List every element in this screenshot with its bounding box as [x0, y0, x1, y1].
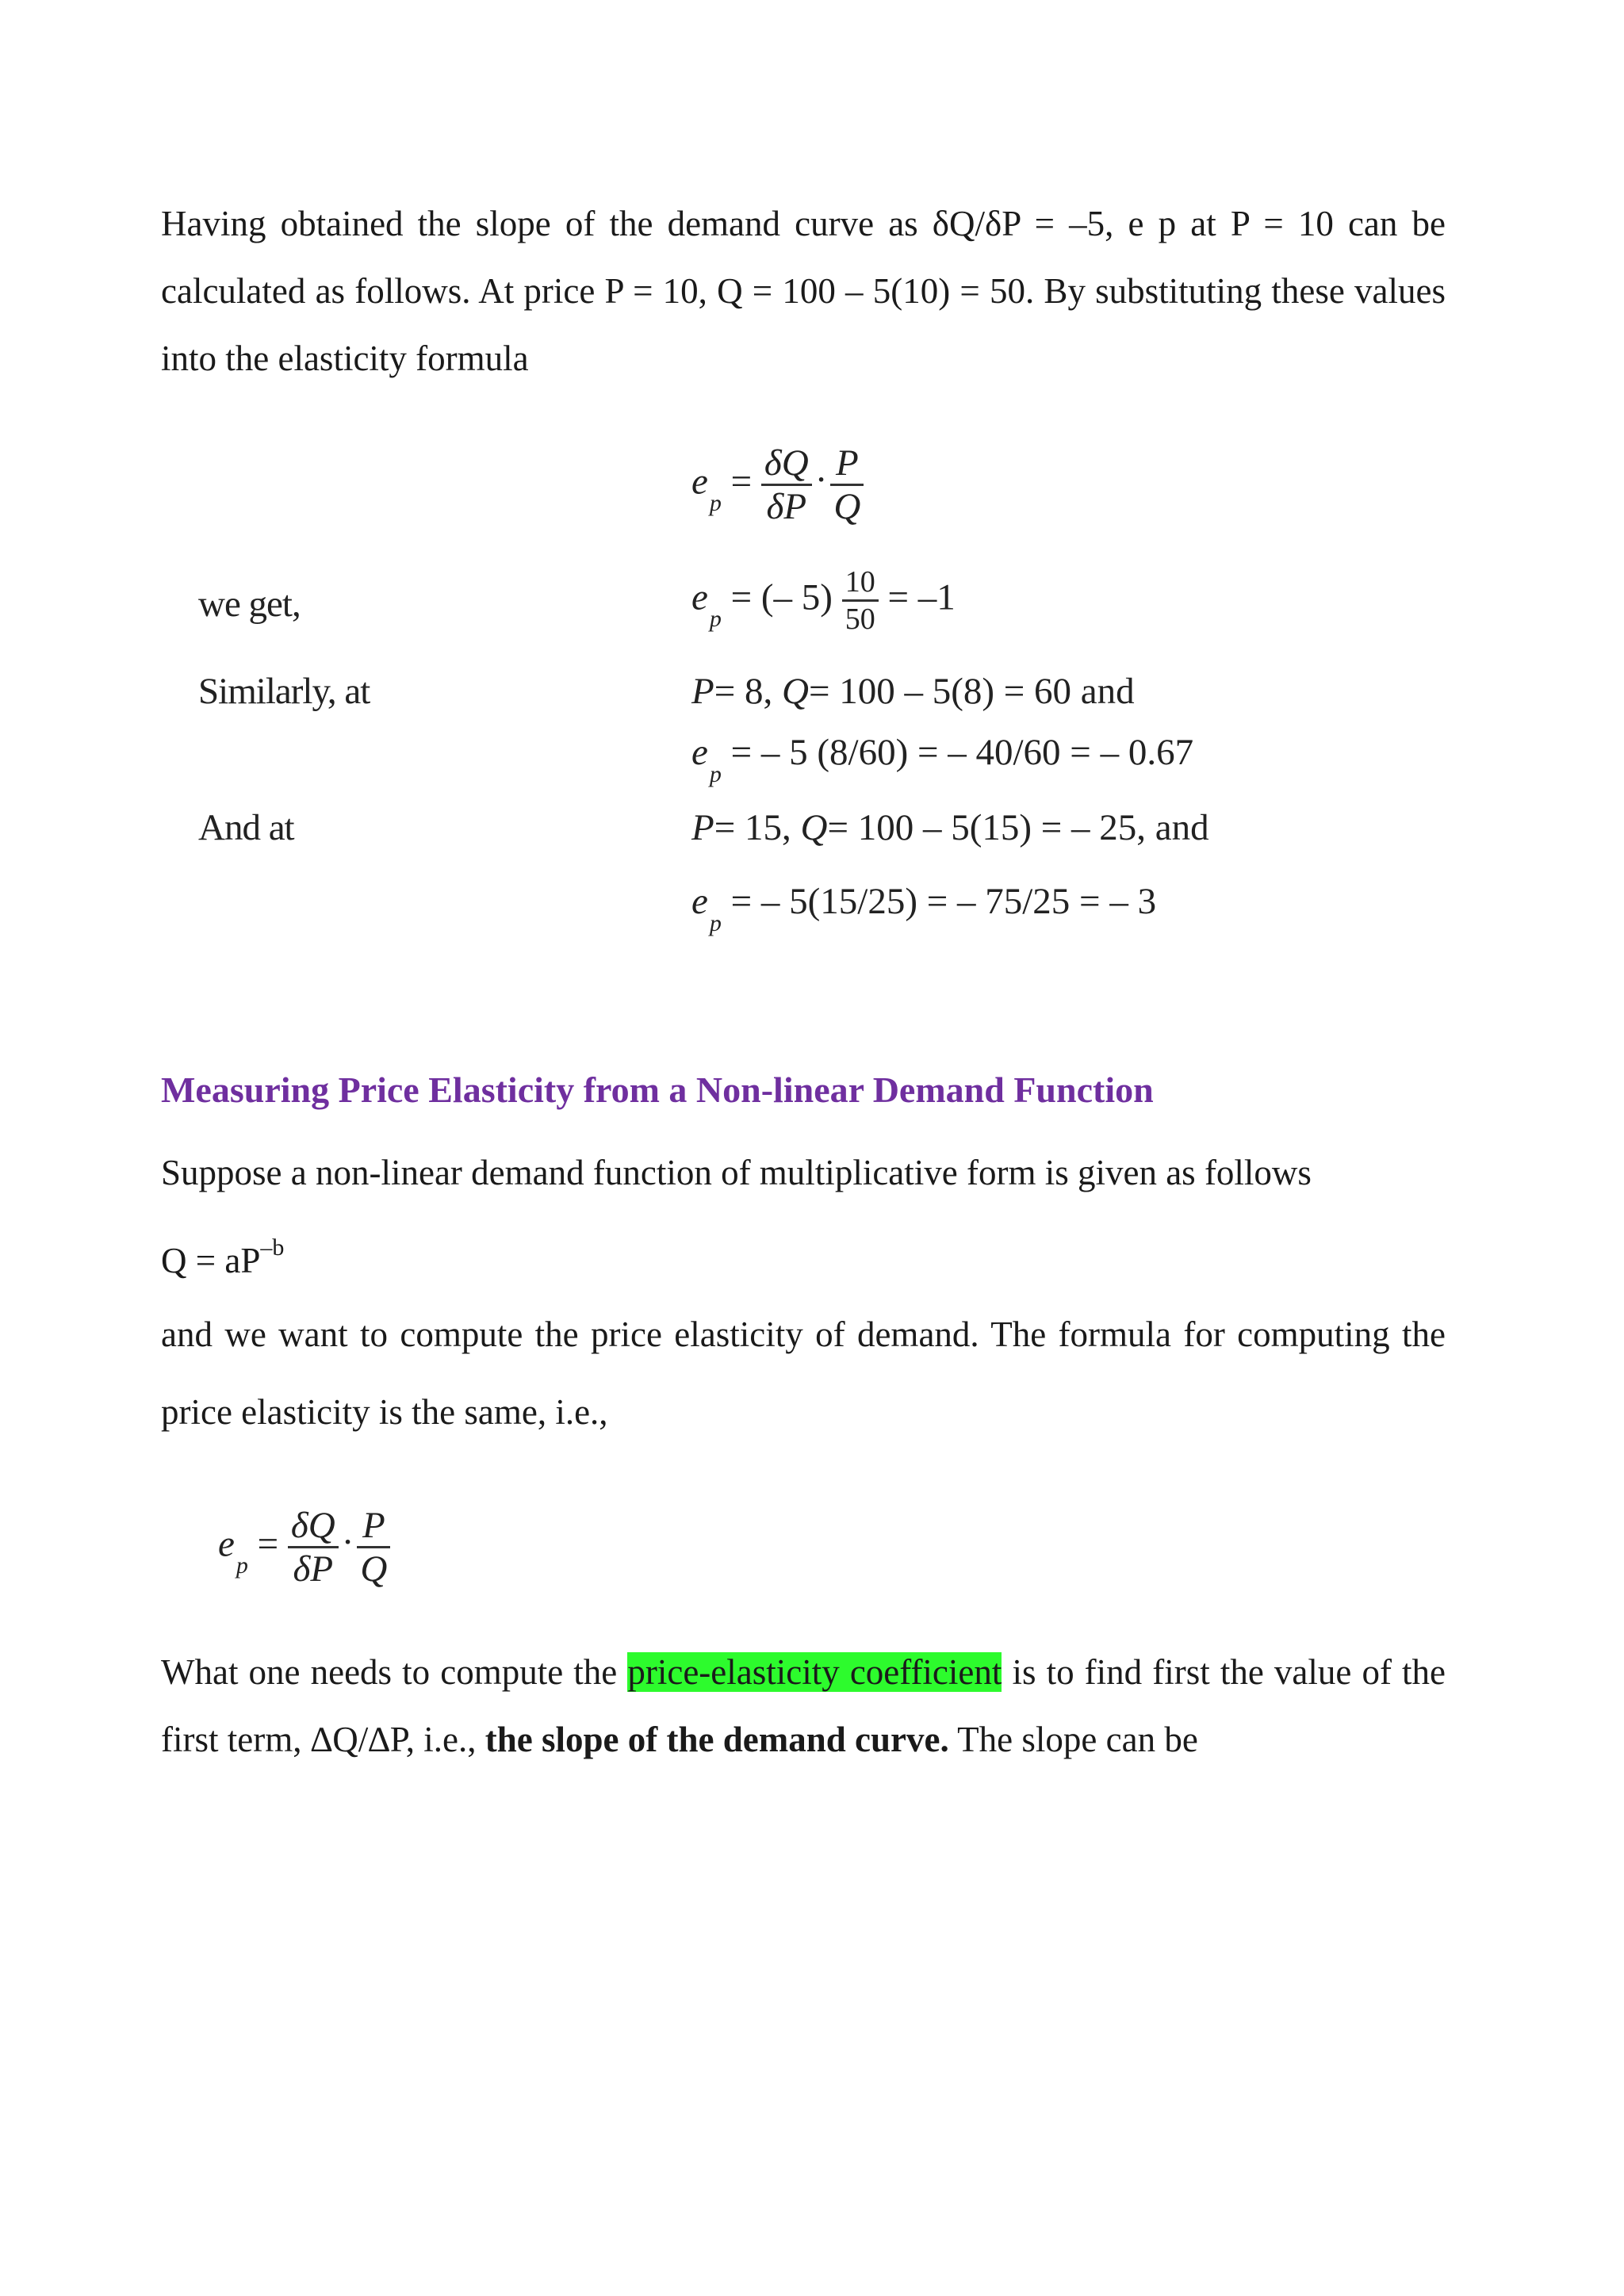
eq-part: = (– 5): [730, 576, 833, 618]
eq-part: = 15,: [714, 807, 801, 848]
eq-part: = –1: [887, 576, 956, 618]
text-segment: The slope can be: [948, 1720, 1198, 1759]
text-segment: What one needs to compute the: [161, 1652, 628, 1692]
formula-eq: =: [257, 1523, 279, 1565]
formula-lhs: e: [218, 1523, 235, 1565]
equation-similarly-line1: [691, 670, 1135, 713]
eq-part: = – 5(15/25) = – 75/25 = – 3: [730, 881, 1157, 922]
eq-lhs: e: [691, 576, 708, 618]
formula-lhs: e: [691, 461, 708, 503]
eq-sub: p: [709, 606, 722, 633]
eq-part: = 100 – 5(15) = – 25, and: [827, 807, 1209, 848]
formula-sub: p: [236, 1552, 248, 1579]
slope-paragraph: [161, 1639, 1446, 1774]
fraction-p-q: [830, 442, 864, 527]
fraction-dq-dp: [761, 442, 812, 527]
frac-num: δQ: [288, 1505, 339, 1548]
frac-num: P: [357, 1505, 390, 1548]
elasticity-formula-1: $e_p$ = $\frac{\delta Q}{\delta P}$ · $\frac{P}{Q}$: [691, 442, 864, 527]
equation-similarly-line2: [691, 731, 1194, 787]
eq-lhs: e: [691, 732, 708, 773]
label-we-get: we get,: [198, 584, 301, 625]
fraction-10-50: [842, 564, 879, 637]
eq-var: Q: [781, 671, 809, 712]
frac-den: Q: [833, 486, 861, 527]
fraction-dq-dp: [288, 1505, 339, 1590]
equation-and-at-line2: [691, 880, 1157, 936]
equation-we-get: [691, 564, 956, 637]
eq-part: = – 5 (8/60) = – 40/60 = – 0.67: [730, 732, 1194, 773]
frac-num: 10: [842, 564, 879, 602]
frac-den: Q: [360, 1548, 388, 1590]
text-segment: ∆Q/∆P, i.e.,: [310, 1720, 485, 1759]
nonlinear-intro-paragraph: Suppose a non-linear demand function of multiplicative form is given as follows: [161, 1153, 1312, 1192]
eq-part: = 8,: [714, 671, 782, 712]
frac-den: δP: [766, 486, 807, 527]
eq-sub: p: [709, 910, 722, 936]
bold-phrase: the slope of the demand curve.: [485, 1720, 949, 1759]
demand-equation: [161, 1219, 1446, 1295]
eq-sub: p: [709, 761, 722, 787]
frac-den: 50: [845, 603, 875, 636]
frac-num: δQ: [761, 442, 812, 486]
label-and-at: And at: [198, 807, 294, 848]
equation-and-at-line1: [691, 806, 1209, 849]
eq-var: P: [691, 807, 714, 848]
formula-same-paragraph: and we want to compute the price elasticity of demand. The formula for computing the price elasticity is the same, i.e.,: [161, 1314, 1446, 1432]
elasticity-formula-2: $e_p$ = $\frac{\delta Q}{\delta P}$ · $\frac{P}{Q}$: [218, 1505, 390, 1590]
intro-paragraph: Having obtained the slope of the demand curve as δQ/δP = –5, e p at P = 10 can be calculated as follows. At price P = 10, Q = 100 – 5(10) = 50. By substituting these values into the elasticity formula: [161, 204, 1446, 378]
demand-eq-base: Q = aP: [161, 1241, 261, 1280]
demand-eq-exponent: –b: [260, 1234, 285, 1261]
text-segment: is to find first the value of the first term,: [161, 1652, 1446, 1759]
eq-var: P: [691, 671, 714, 712]
frac-den: δP: [293, 1548, 334, 1590]
section-heading: Measuring Price Elasticity from a Non-linear Demand Function: [161, 1070, 1154, 1110]
frac-num: P: [830, 442, 864, 486]
formula-eq: =: [730, 461, 753, 503]
formula-sub: p: [709, 490, 722, 517]
eq-var: Q: [800, 807, 828, 848]
highlighted-term: price-elasticity coefficient: [627, 1652, 1002, 1692]
eq-lhs: e: [691, 881, 708, 922]
eq-part: = 100 – 5(8) = 60 and: [808, 671, 1135, 712]
fraction-p-q: [357, 1505, 390, 1590]
label-similarly: Similarly, at: [198, 671, 370, 712]
